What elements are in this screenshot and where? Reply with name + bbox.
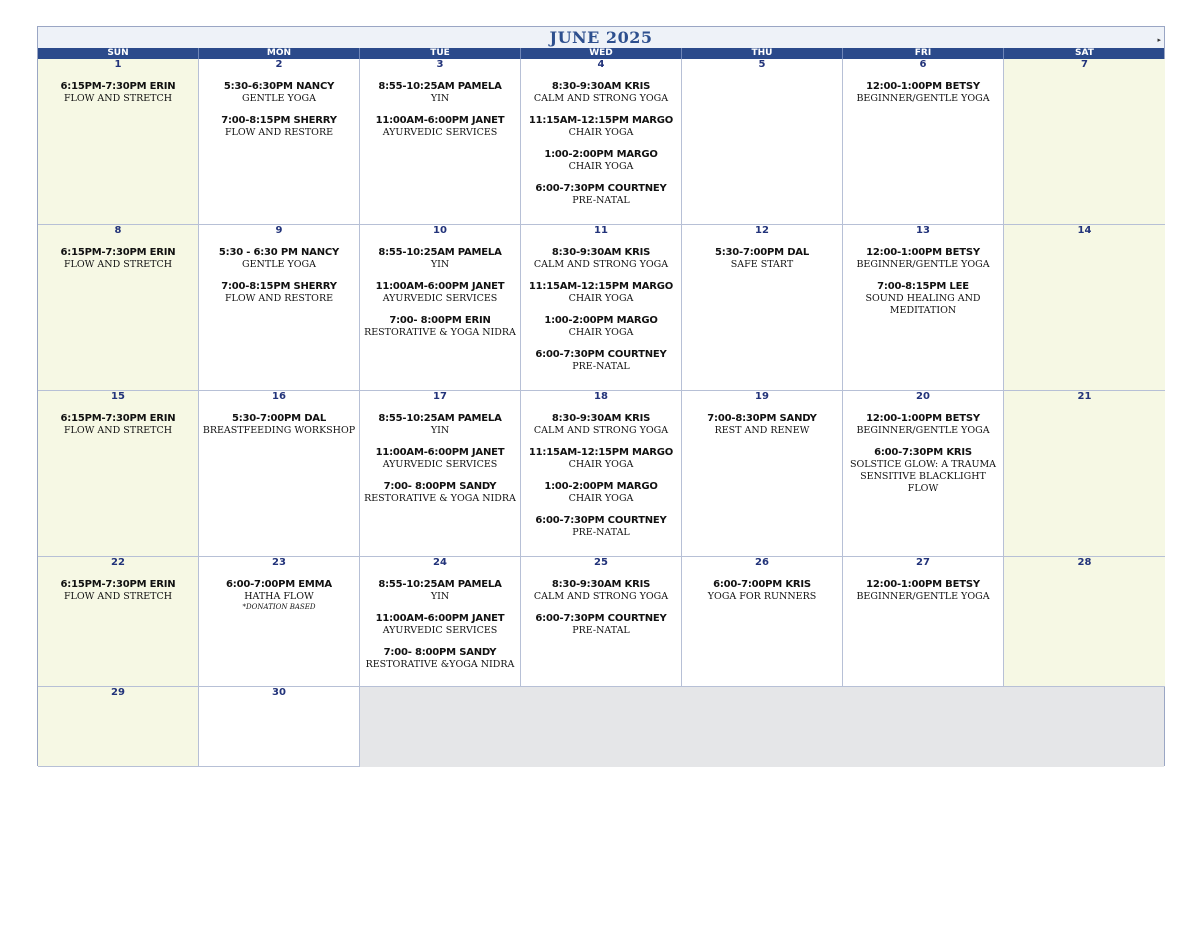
event-class-name: CHAIR YOGA bbox=[568, 161, 634, 172]
empty-days-fill bbox=[360, 687, 1164, 767]
class-event bbox=[38, 81, 198, 105]
event-class-name: SOUND HEALING AND MEDITATION bbox=[865, 293, 981, 316]
day-number: 15 bbox=[111, 391, 125, 402]
day-cell[interactable] bbox=[38, 225, 199, 391]
event-time-instructor: 6:15PM-7:30PM ERIN bbox=[60, 247, 176, 258]
day-cell[interactable] bbox=[682, 557, 843, 687]
calendar bbox=[37, 26, 1165, 766]
class-event bbox=[199, 281, 359, 305]
weekday-thu: THU bbox=[682, 48, 843, 59]
day-cell[interactable] bbox=[1004, 225, 1165, 391]
day-number: 27 bbox=[916, 557, 930, 568]
class-event bbox=[843, 247, 1003, 271]
class-event bbox=[38, 413, 198, 437]
event-time-instructor: 1:00-2:00PM MARGO bbox=[544, 149, 658, 160]
day-cell[interactable] bbox=[1004, 391, 1165, 557]
event-time-instructor: 8:55-10:25AM PAMELA bbox=[378, 413, 502, 424]
event-time-instructor: 11:00AM-6:00PM JANET bbox=[375, 281, 505, 292]
class-event bbox=[360, 81, 520, 105]
event-time-instructor: 8:30-9:30AM KRIS bbox=[551, 81, 651, 92]
event-class-name: GENTLE YOGA bbox=[242, 93, 316, 104]
day-cell[interactable] bbox=[521, 391, 682, 557]
class-event bbox=[360, 115, 520, 139]
play-arrow-icon: ▸ bbox=[1157, 36, 1161, 44]
weekday-mon: MON bbox=[199, 48, 360, 59]
day-number: 10 bbox=[433, 225, 447, 236]
day-cell[interactable] bbox=[199, 557, 360, 687]
event-class-name: BEGINNER/GENTLE YOGA bbox=[856, 259, 990, 270]
day-cell[interactable] bbox=[360, 225, 521, 391]
day-cell[interactable] bbox=[843, 557, 1004, 687]
event-time-instructor: 6:00-7:00PM KRIS bbox=[713, 579, 811, 590]
class-event bbox=[843, 447, 1003, 495]
week-row bbox=[38, 225, 1164, 391]
day-number: 11 bbox=[594, 225, 608, 236]
event-time-instructor: 5:30-6:30PM NANCY bbox=[223, 81, 335, 92]
day-number: 22 bbox=[111, 557, 125, 568]
event-time-instructor: 6:00-7:30PM COURTNEY bbox=[535, 613, 667, 624]
event-time-instructor: 11:15AM-12:15PM MARGO bbox=[528, 447, 674, 458]
class-event bbox=[360, 315, 520, 339]
day-cell[interactable] bbox=[360, 59, 521, 225]
event-class-name: RESTORATIVE &YOGA NIDRA bbox=[365, 659, 515, 670]
day-number: 8 bbox=[114, 225, 122, 236]
day-number: 13 bbox=[916, 225, 930, 236]
event-class-name: BEGINNER/GENTLE YOGA bbox=[856, 425, 990, 436]
event-class-name: CHAIR YOGA bbox=[568, 293, 634, 304]
event-class-name: FLOW AND STRETCH bbox=[63, 591, 173, 602]
day-number: 1 bbox=[114, 59, 122, 70]
day-cell[interactable] bbox=[360, 557, 521, 687]
event-time-instructor: 12:00-1:00PM BETSY bbox=[866, 413, 980, 424]
day-number: 21 bbox=[1077, 391, 1092, 402]
event-time-instructor: 11:00AM-6:00PM JANET bbox=[375, 447, 505, 458]
day-number: 20 bbox=[916, 391, 930, 402]
event-time-instructor: 7:00- 8:00PM SANDY bbox=[383, 647, 497, 658]
day-cell[interactable] bbox=[38, 557, 199, 687]
day-number: 2 bbox=[275, 59, 283, 70]
class-event bbox=[360, 281, 520, 305]
event-time-instructor: 7:00- 8:00PM ERIN bbox=[389, 315, 491, 326]
day-cell[interactable] bbox=[521, 225, 682, 391]
day-number: 16 bbox=[272, 391, 286, 402]
event-class-name: RESTORATIVE & YOGA NIDRA bbox=[364, 493, 516, 504]
day-number: 29 bbox=[111, 687, 125, 698]
event-class-name: YOGA FOR RUNNERS bbox=[707, 591, 817, 602]
event-class-name: BREASTFEEDING WORKSHOP bbox=[202, 425, 356, 436]
event-time-instructor: 1:00-2:00PM MARGO bbox=[544, 481, 658, 492]
event-time-instructor: 11:00AM-6:00PM JANET bbox=[375, 115, 505, 126]
day-number: 26 bbox=[755, 557, 769, 568]
event-time-instructor: 7:00- 8:00PM SANDY bbox=[383, 481, 497, 492]
title-bar bbox=[38, 27, 1164, 48]
event-time-instructor: 7:00-8:15PM SHERRY bbox=[221, 115, 337, 126]
event-class-name: CHAIR YOGA bbox=[568, 327, 634, 338]
event-class-name: PRE-NATAL bbox=[572, 527, 630, 538]
event-class-name: BEGINNER/GENTLE YOGA bbox=[856, 591, 990, 602]
event-class-name: HATHA FLOW bbox=[244, 591, 314, 602]
day-number: 24 bbox=[433, 557, 447, 568]
event-time-instructor: 12:00-1:00PM BETSY bbox=[866, 81, 980, 92]
event-time-instructor: 1:00-2:00PM MARGO bbox=[544, 315, 658, 326]
weekday-header bbox=[38, 48, 1164, 59]
weekday-tue: TUE bbox=[360, 48, 521, 59]
event-class-name: CALM AND STRONG YOGA bbox=[533, 93, 669, 104]
event-class-name: FLOW AND RESTORE bbox=[224, 127, 334, 138]
weekday-fri: FRI bbox=[843, 48, 1004, 59]
day-cell[interactable] bbox=[199, 687, 360, 767]
day-cell[interactable] bbox=[38, 59, 199, 225]
class-event bbox=[521, 579, 681, 603]
event-class-name: YIN bbox=[430, 93, 450, 104]
event-class-name: GENTLE YOGA bbox=[242, 259, 316, 270]
class-event bbox=[38, 247, 198, 271]
event-time-instructor: 12:00-1:00PM BETSY bbox=[866, 247, 980, 258]
event-class-name: BEGINNER/GENTLE YOGA bbox=[856, 93, 990, 104]
day-number: 19 bbox=[755, 391, 769, 402]
day-cell[interactable] bbox=[521, 557, 682, 687]
event-class-name: YIN bbox=[430, 259, 450, 270]
event-note: *DONATION BASED bbox=[242, 603, 316, 611]
event-time-instructor: 5:30-7:00PM DAL bbox=[714, 247, 810, 258]
event-class-name: SAFE START bbox=[730, 259, 794, 270]
event-class-name: CALM AND STRONG YOGA bbox=[533, 591, 669, 602]
day-cell[interactable] bbox=[682, 59, 843, 225]
event-class-name: FLOW AND RESTORE bbox=[224, 293, 334, 304]
day-cell[interactable] bbox=[38, 687, 199, 767]
event-time-instructor: 7:00-8:15PM SHERRY bbox=[221, 281, 337, 292]
class-event bbox=[521, 149, 681, 173]
day-cell[interactable] bbox=[682, 391, 843, 557]
week-row bbox=[38, 59, 1164, 225]
day-cell[interactable] bbox=[38, 391, 199, 557]
day-number: 6 bbox=[919, 59, 927, 70]
event-class-name: REST AND RENEW bbox=[714, 425, 810, 436]
weekday-wed: WED bbox=[521, 48, 682, 59]
class-event bbox=[360, 613, 520, 637]
day-number: 4 bbox=[597, 59, 605, 70]
class-event bbox=[521, 413, 681, 437]
calendar-grid bbox=[38, 59, 1164, 767]
class-event bbox=[38, 579, 198, 603]
event-time-instructor: 7:00-8:15PM LEE bbox=[877, 281, 969, 292]
class-event bbox=[360, 447, 520, 471]
event-class-name: AYURVEDIC SERVICES bbox=[382, 293, 498, 304]
class-event bbox=[360, 647, 520, 671]
day-number: 25 bbox=[594, 557, 608, 568]
calendar-title: JUNE 2025 bbox=[549, 28, 653, 47]
day-cell[interactable] bbox=[843, 59, 1004, 225]
day-number: 9 bbox=[275, 225, 283, 236]
event-class-name: PRE-NATAL bbox=[572, 625, 630, 636]
event-time-instructor: 6:00-7:30PM COURTNEY bbox=[535, 515, 667, 526]
event-class-name: CALM AND STRONG YOGA bbox=[533, 259, 669, 270]
day-cell[interactable] bbox=[521, 59, 682, 225]
week-row bbox=[38, 391, 1164, 557]
day-cell[interactable] bbox=[360, 391, 521, 557]
event-class-name: YIN bbox=[430, 425, 450, 436]
day-cell[interactable] bbox=[199, 391, 360, 557]
class-event bbox=[843, 413, 1003, 437]
day-number: 18 bbox=[594, 391, 608, 402]
event-time-instructor: 5:30-7:00PM DAL bbox=[231, 413, 327, 424]
class-event bbox=[360, 481, 520, 505]
event-time-instructor: 8:55-10:25AM PAMELA bbox=[378, 81, 502, 92]
day-number: 7 bbox=[1081, 59, 1088, 70]
event-time-instructor: 11:15AM-12:15PM MARGO bbox=[528, 281, 674, 292]
event-class-name: YIN bbox=[430, 591, 450, 602]
class-event bbox=[360, 413, 520, 437]
class-event bbox=[521, 515, 681, 539]
event-time-instructor: 6:00-7:30PM COURTNEY bbox=[535, 349, 667, 360]
class-event bbox=[521, 247, 681, 271]
event-time-instructor: 12:00-1:00PM BETSY bbox=[866, 579, 980, 590]
day-cell[interactable] bbox=[843, 391, 1004, 557]
class-event bbox=[199, 413, 359, 437]
class-event bbox=[682, 247, 842, 271]
event-time-instructor: 6:15PM-7:30PM ERIN bbox=[60, 579, 176, 590]
class-event bbox=[360, 247, 520, 271]
class-event bbox=[521, 447, 681, 471]
event-class-name: FLOW AND STRETCH bbox=[63, 425, 173, 436]
event-time-instructor: 7:00-8:30PM SANDY bbox=[707, 413, 817, 424]
class-event bbox=[199, 115, 359, 139]
weekday-sun: SUN bbox=[38, 48, 199, 59]
day-number: 12 bbox=[755, 225, 769, 236]
class-event bbox=[199, 247, 359, 271]
class-event bbox=[521, 81, 681, 105]
event-time-instructor: 8:30-9:30AM KRIS bbox=[551, 579, 651, 590]
event-time-instructor: 6:15PM-7:30PM ERIN bbox=[60, 413, 176, 424]
event-time-instructor: 6:15PM-7:30PM ERIN bbox=[60, 81, 176, 92]
event-class-name: AYURVEDIC SERVICES bbox=[382, 459, 498, 470]
class-event bbox=[521, 281, 681, 305]
day-number: 30 bbox=[272, 687, 286, 698]
event-time-instructor: 8:55-10:25AM PAMELA bbox=[378, 579, 502, 590]
class-event bbox=[521, 613, 681, 637]
event-time-instructor: 8:55-10:25AM PAMELA bbox=[378, 247, 502, 258]
class-event bbox=[843, 579, 1003, 603]
class-event bbox=[521, 115, 681, 139]
event-time-instructor: 8:30-9:30AM KRIS bbox=[551, 413, 651, 424]
week-row bbox=[38, 687, 1164, 767]
event-class-name: AYURVEDIC SERVICES bbox=[382, 127, 498, 138]
class-event bbox=[199, 81, 359, 105]
day-number: 14 bbox=[1077, 225, 1092, 236]
weekday-sat: SAT bbox=[1075, 48, 1094, 58]
event-class-name: CHAIR YOGA bbox=[568, 493, 634, 504]
event-class-name: FLOW AND STRETCH bbox=[63, 259, 173, 270]
event-class-name: AYURVEDIC SERVICES bbox=[382, 625, 498, 636]
event-time-instructor: 6:00-7:00PM EMMA bbox=[226, 579, 332, 590]
event-time-instructor: 11:15AM-12:15PM MARGO bbox=[528, 115, 674, 126]
day-number: 28 bbox=[1077, 557, 1092, 568]
class-event bbox=[521, 349, 681, 373]
event-time-instructor: 6:00-7:30PM KRIS bbox=[874, 447, 972, 458]
event-time-instructor: 8:30-9:30AM KRIS bbox=[551, 247, 651, 258]
event-class-name: PRE-NATAL bbox=[572, 361, 630, 372]
day-number: 3 bbox=[436, 59, 444, 70]
event-time-instructor: 11:00AM-6:00PM JANET bbox=[375, 613, 505, 624]
day-cell[interactable] bbox=[1004, 557, 1165, 687]
day-number: 5 bbox=[758, 59, 766, 70]
day-cell[interactable] bbox=[682, 225, 843, 391]
day-number: 23 bbox=[272, 557, 286, 568]
day-cell[interactable] bbox=[199, 59, 360, 225]
event-class-name: CALM AND STRONG YOGA bbox=[533, 425, 669, 436]
class-event bbox=[843, 81, 1003, 105]
day-cell[interactable] bbox=[199, 225, 360, 391]
class-event bbox=[521, 183, 681, 207]
class-event bbox=[199, 579, 359, 612]
class-event bbox=[682, 413, 842, 437]
event-time-instructor: 6:00-7:30PM COURTNEY bbox=[535, 183, 667, 194]
event-class-name: CHAIR YOGA bbox=[568, 459, 634, 470]
event-class-name: SOLSTICE GLOW: A TRAUMA SENSITIVE BLACKLIGHT FLOW bbox=[849, 459, 997, 494]
day-cell[interactable] bbox=[843, 225, 1004, 391]
class-event bbox=[682, 579, 842, 603]
day-cell[interactable] bbox=[1004, 59, 1165, 225]
class-event bbox=[521, 315, 681, 339]
class-event bbox=[843, 281, 1003, 317]
event-class-name: RESTORATIVE & YOGA NIDRA bbox=[364, 327, 516, 338]
event-class-name: CHAIR YOGA bbox=[568, 127, 634, 138]
event-class-name: PRE-NATAL bbox=[572, 195, 630, 206]
event-class-name: FLOW AND STRETCH bbox=[63, 93, 173, 104]
class-event bbox=[521, 481, 681, 505]
event-time-instructor: 5:30 - 6:30 PM NANCY bbox=[218, 247, 340, 258]
day-number: 17 bbox=[433, 391, 447, 402]
week-row bbox=[38, 557, 1164, 687]
class-event bbox=[360, 579, 520, 603]
